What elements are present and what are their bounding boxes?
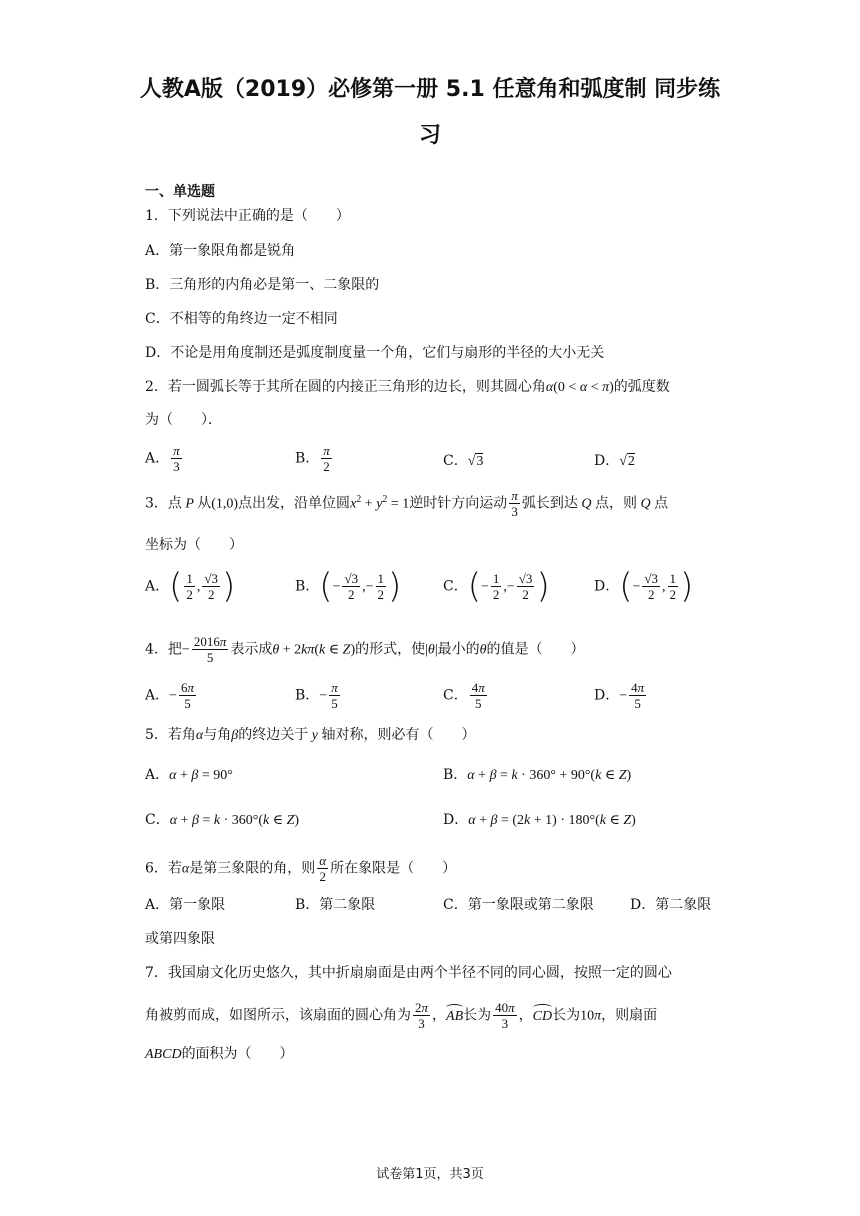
- q3-option-a: A．( $\frac{1}{2}$ , $\frac{√3}{2}$ ): [145, 566, 236, 607]
- q4-option-c: C． $\frac{4\pi}{5}$: [443, 680, 485, 711]
- q5-option-a: A．α + β = 90°: [145, 767, 233, 783]
- q6-option-a: A．第一象限: [145, 897, 226, 913]
- q6-option-d: D．第二象限: [630, 897, 712, 913]
- q2-option-d: D．√2: [594, 453, 635, 469]
- q2-option-c: C．√3: [443, 453, 484, 469]
- page-title: 人教A版（2019）必修第一册 5.1 任意角和弧度制 同步练: [139, 77, 721, 102]
- q1-option-a: A．第一象限角都是锐角: [145, 243, 296, 259]
- q6-option-c: C．第一象限或第二象限: [443, 897, 594, 913]
- q3-option-b: B．(− $\frac{√3}{2}$ ,− $\frac{1}{2}$ ): [295, 566, 402, 607]
- q1-option-d: D．不论是用角度制还是弧度制度量一个角，它们与扇形的半径的大小无关: [145, 345, 605, 361]
- q5-option-b: B．α + β = k · 360° + 90°(k ∈ Z): [443, 767, 632, 783]
- q5-option-c: C．α + β = k · 360°(k ∈ Z): [145, 812, 300, 828]
- q7-line2: 角被剪而成，如图所示，该扇面的圆心角为 $\frac{2\pi}{3}$ ，AB长为 $\frac{40\pi}{3}$ ，CD长为10π，则扇面: [145, 1000, 658, 1031]
- q1-option-c: C．不相等的角终边一定不相同: [145, 311, 338, 327]
- q2-option-a: A． $\frac{\pi}{3}$: [145, 443, 180, 474]
- q2-stem: 2．若一圆弧长等于其所在圆的内接正三角形的边长，则其圆心角α(0 < α < π)的弧度数: [145, 379, 670, 395]
- q6-option-d-cont: 或第四象限: [145, 931, 215, 947]
- page-title-cont: 习: [418, 123, 441, 148]
- q2-stem-cont: 为（ ）．: [145, 412, 222, 428]
- q4-option-a: A．− $\frac{6\pi}{5}$: [145, 680, 195, 711]
- page-footer: 试卷第1页，共3页: [376, 1167, 484, 1182]
- q3-option-c: C．(− $\frac{1}{2}$ ,− $\frac{√3}{2}$ ): [443, 566, 550, 607]
- q1-stem: 1．下列说法中正确的是（ ）: [145, 208, 350, 224]
- q7-line1: 7．我国扇文化历史悠久，其中折扇扇面是由两个半径不同的同心圆，按照一定的圆心: [145, 965, 672, 981]
- q1-option-b: B．三角形的内角必是第一、二象限的: [145, 277, 380, 293]
- q4-option-b: B．− $\frac{\pi}{5}$: [295, 680, 338, 711]
- q3-stem: 3．点 P 从(1,0)点出发，沿单位圆$x^2 + y^2 = 1$逆时针方向运动 $\frac{\pi}{3}$ 弧长到达 Q 点，则 Q 点: [145, 488, 669, 519]
- q6-stem: 6．若α是第三象限的角，则 $\frac{\alpha}{2}$ 所在象限是（ ）: [145, 853, 457, 884]
- q7-line3: ABCD的面积为（ ）: [145, 1046, 294, 1062]
- q3-option-d: D．(− $\frac{√3}{2}$ , $\frac{1}{2}$ ): [594, 566, 694, 607]
- q6-option-b: B．第二象限: [295, 897, 376, 913]
- q2-option-b: B． $\frac{\pi}{2}$: [295, 443, 330, 474]
- q4-option-d: D．− $\frac{4\pi}{5}$: [594, 680, 645, 711]
- q4-stem: 4．把− $\frac{2016\pi}{5}$ 表示成θ + 2kπ(k ∈ Z)的形式，使|θ|最小的θ的值是（ ）: [145, 634, 585, 665]
- q5-option-d: D．α + β = (2k + 1) · 180°(k ∈ Z): [443, 812, 636, 828]
- section-heading: 一、单选题: [145, 184, 215, 200]
- q3-stem-cont: 坐标为（ ）: [145, 537, 243, 553]
- q5-stem: 5．若角α与角β的终边关于 y 轴对称，则必有（ ）: [145, 727, 476, 743]
